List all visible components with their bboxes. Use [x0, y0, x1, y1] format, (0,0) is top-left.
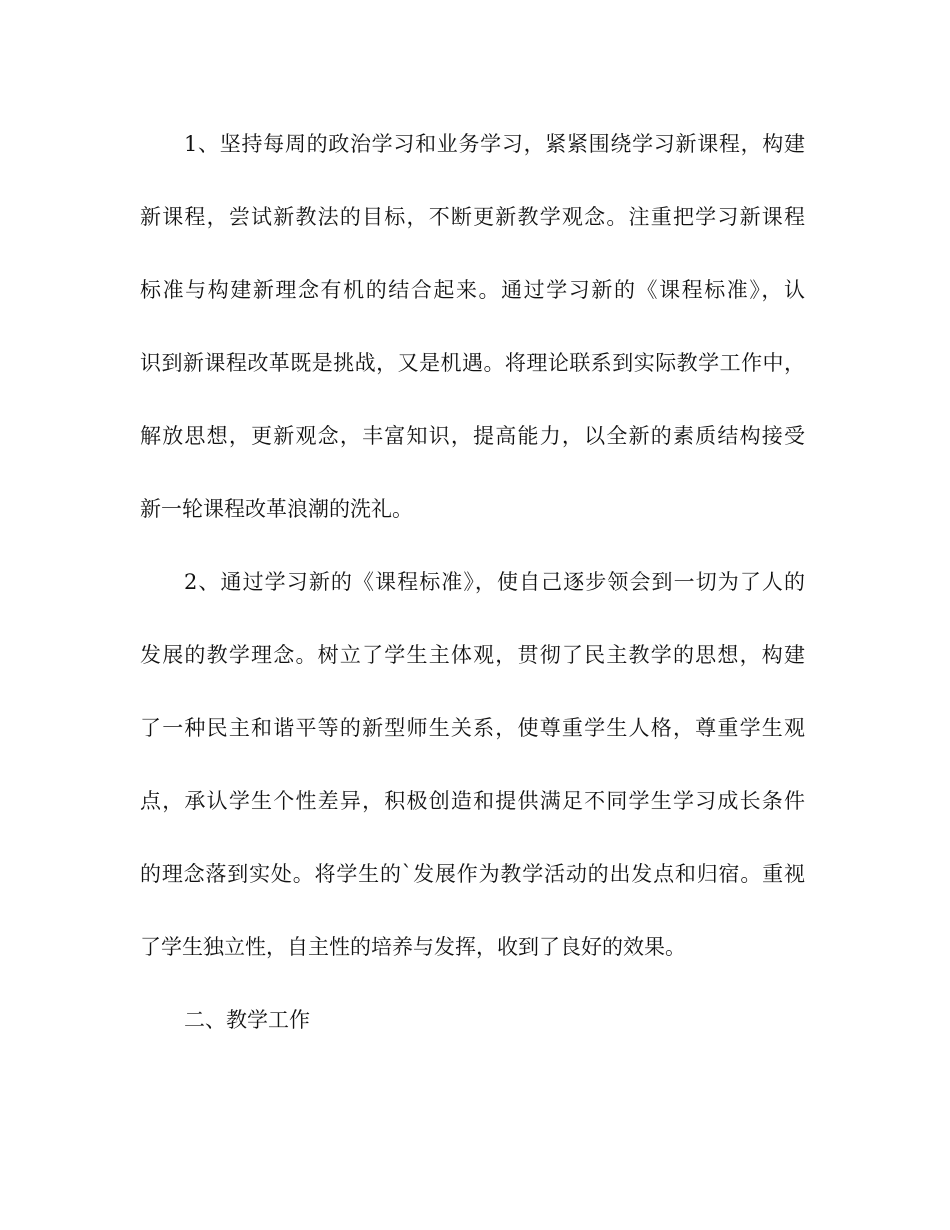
- paragraph-1-line-2: 新课程，尝试新教法的目标，不断更新教学观念。注重把学习新课程: [140, 205, 805, 229]
- section-heading: 二、教学工作: [184, 1008, 310, 1032]
- paragraph-1-line-3: 标准与构建新理念有机的结合起来。通过学习新的《课程标准》，认: [140, 278, 805, 302]
- paragraph-2-line-2: 发展的教学理念。树立了学生主体观，贯彻了民主教学的思想，构建: [140, 643, 805, 667]
- paragraph-1-line-6: 新一轮课程改革浪潮的洗礼。: [140, 497, 413, 521]
- paragraph-1-line-5: 解放思想，更新观念，丰富知识，提高能力，以全新的素质结构接受: [140, 424, 805, 448]
- paragraph-2-line-1: 2、通过学习新的《课程标准》，使自己逐步领会到一切为了人的: [184, 570, 805, 594]
- paragraph-2-line-6: 了学生独立性，自主性的培养与发挥，收到了良好的效果。: [140, 935, 686, 959]
- paragraph-2-line-3: 了一种民主和谐平等的新型师生关系，使尊重学生人格，尊重学生观: [140, 716, 805, 740]
- paragraph-1-line-4: 识到新课程改革既是挑战，又是机遇。将理论联系到实际教学工作中，: [140, 351, 805, 375]
- paragraph-2-line-5: 的理念落到实处。将学生的`发展作为教学活动的出发点和归宿。重视: [140, 862, 805, 886]
- paragraph-1-line-1: 1、坚持每周的政治学习和业务学习，紧紧围绕学习新课程，构建: [184, 132, 805, 156]
- paragraph-2-line-4: 点，承认学生个性差异，积极创造和提供满足不同学生学习成长条件: [140, 789, 805, 813]
- document-body: [140, 126, 805, 1075]
